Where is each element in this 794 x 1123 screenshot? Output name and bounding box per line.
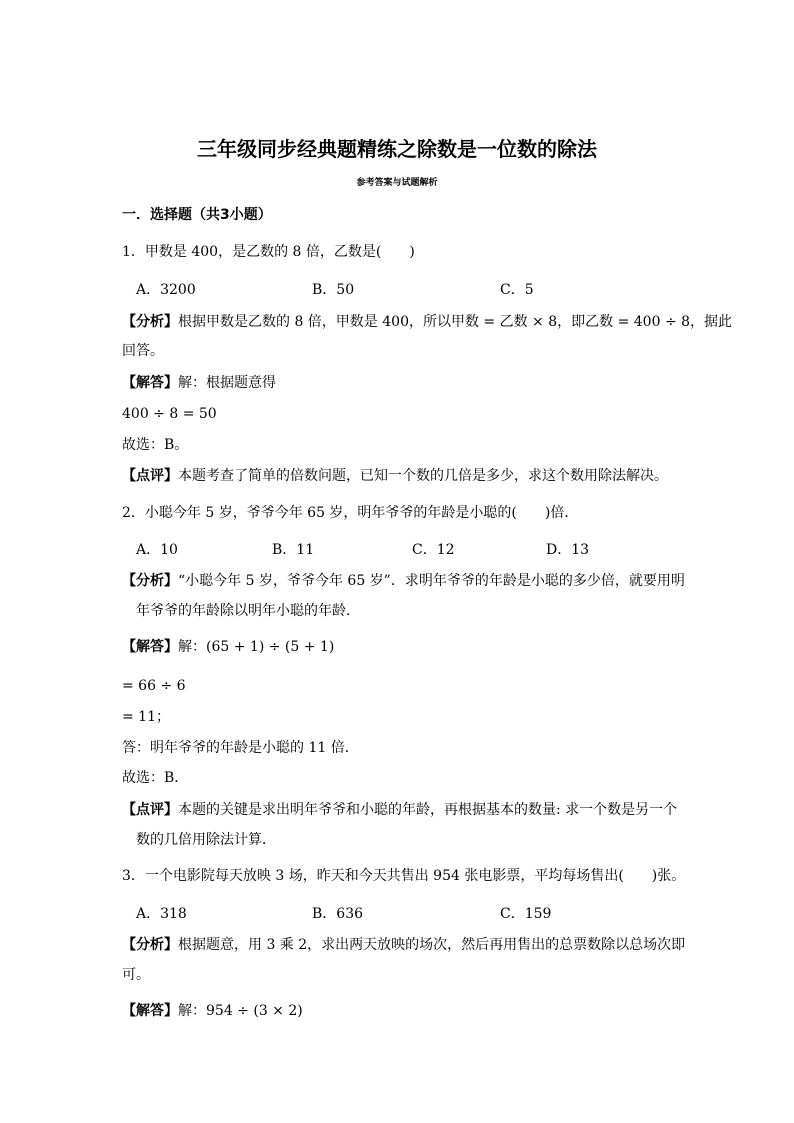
q1-choice: 故选：B。 [122,437,189,453]
q1-analysis [122,312,732,332]
q2-stem: 2．小聪今年 5 岁，爷爷今年 65 岁，明年爷爷的年龄是小聪的( )倍． [122,505,579,521]
q3-option-b: B．636 [312,906,364,922]
q1-option-a: A．3200 [136,282,196,298]
q3-analysis [122,935,685,955]
q3-answer-tag: 【解答】 [122,1003,178,1019]
q2-option-b: B．11 [272,542,315,558]
q2-analysis [122,571,685,591]
q1-comment [122,466,668,486]
q2-answer-tag: 【解答】 [122,639,178,655]
page-subtitle: 参考答案与试题解析 [356,178,438,188]
q1-analysis-tag: 【分析】 [122,314,178,330]
q2-analysis-line2: 年爷爷的年龄除以明年小聪的年龄． [136,603,360,619]
q2-answer [122,637,334,657]
q3-option-a: A．318 [136,906,187,922]
q2-calc-step2: = 11； [122,709,170,725]
q3-analysis-line2: 可。 [122,967,150,983]
page-title: 三年级同步经典题精练之除数是一位数的除法 [197,137,597,161]
q3-answer [122,1001,303,1021]
q1-comment-tag: 【点评】 [122,468,178,484]
q2-analysis-line1: “小聪今年 5 岁，爷爷今年 65 岁”．求明年爷爷的年龄是小聪的多少倍，就要用明 [178,573,685,589]
section-heading: 一．选择题（共3小题） [122,207,272,223]
q2-calc-step1: = 66 ÷ 6 [122,678,186,694]
q2-comment-line2: 数的几倍用除法计算． [136,832,276,848]
q3-option-c: C．159 [500,906,552,922]
q1-answer-tag: 【解答】 [122,375,178,391]
q2-comment-line1: 本题的关键是求出明年爷爷和小聪的年龄，再根据基本的数量: 求一个数是另一个 [178,802,678,818]
q1-answer-text: 解：根据题意得 [178,375,276,391]
q2-analysis-tag: 【分析】 [122,573,178,589]
q2-comment [122,800,677,820]
q1-option-c: C．5 [500,282,534,298]
q2-choice: 故选：B． [122,770,189,786]
q1-comment-text: 本题考查了简单的倍数问题，已知一个数的几倍是多少，求这个数用除法解决。 [178,468,668,484]
q2-answer-text: 解：(65 + 1) ÷ (5 + 1) [178,639,335,655]
q2-comment-tag: 【点评】 [122,802,178,818]
q1-analysis-line1: 根据甲数是乙数的 8 倍，甲数是 400，所以甲数 = 乙数 × 8，即乙数 = 400 ÷ 8，据此 [178,314,733,330]
q1-calc: 400 ÷ 8 = 50 [122,406,217,422]
q2-option-a: A．10 [136,542,178,558]
q3-answer-text: 解：954 ÷ (3 × 2) [178,1003,303,1019]
q1-option-b: B．50 [312,282,355,298]
q2-option-d: D．13 [546,542,590,558]
q1-stem: 1．甲数是 400，是乙数的 8 倍，乙数是( ) [122,244,415,260]
q3-analysis-line1: 根据题意，用 3 乘 2，求出两天放映的场次，然后再用售出的总票数除以总场次即 [178,937,686,953]
q1-answer [122,373,276,393]
q2-option-c: C．12 [412,542,455,558]
q3-stem: 3．一个电影院每天放映 3 场，昨天和今天共售出 954 张电影票，平均每场售出( )张。 [122,868,686,884]
q1-analysis-line2: 回答。 [122,343,164,359]
q2-reply: 答：明年爷爷的年龄是小聪的 11 倍． [122,740,359,756]
q3-analysis-tag: 【分析】 [122,937,178,953]
